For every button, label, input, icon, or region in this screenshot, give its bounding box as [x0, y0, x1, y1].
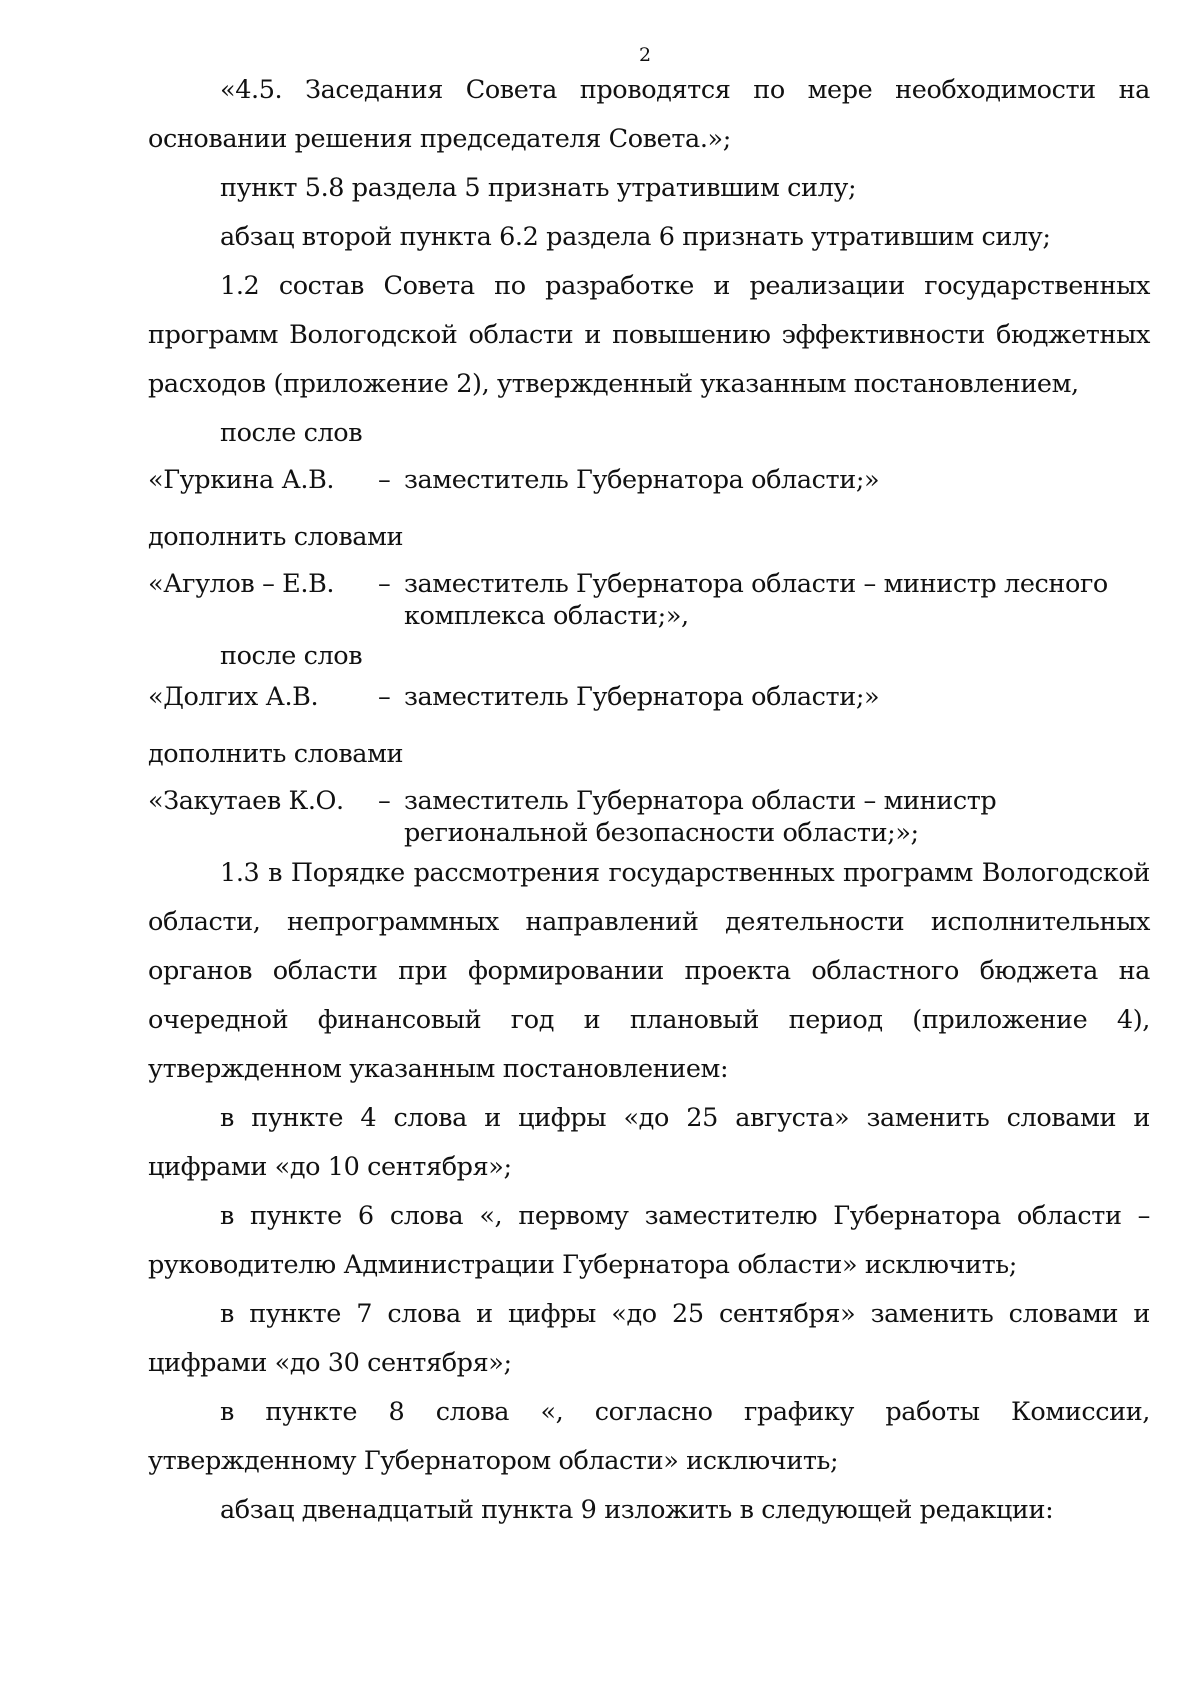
paragraph-council-meetings: «4.5. Заседания Совета проводятся по мере необходимости на основании решения председателя Совета.»; — [148, 75, 1150, 154]
member-entry — [148, 464, 1150, 496]
member-name: «Закутаев К.О. — [148, 786, 344, 816]
member-dash: – — [378, 786, 391, 816]
document-body — [148, 66, 1150, 1535]
member-entry — [148, 785, 1150, 849]
add-words-label: дополнить словами — [148, 739, 404, 769]
paragraph-item-5-8: пункт 5.8 раздела 5 признать утратившим силу; — [220, 173, 857, 203]
paragraph-item-9: абзац двенадцатый пункта 9 изложить в следующей редакции: — [220, 1495, 1054, 1525]
member-name: «Гуркина А.В. — [148, 465, 335, 495]
member-entry — [148, 681, 1150, 713]
paragraph-review-procedure: 1.3 в Порядке рассмотрения государственных программ Вологодской области, непрограммных направлений деятельности исполнительных органов области при формировании проекта областного бюджета на очередной финансовый год и плановый период (приложение 4), утвержденном указанным постановлением: — [148, 858, 1150, 1084]
member-name: «Агулов – Е.В. — [148, 569, 335, 599]
member-position: заместитель Губернатора области;» — [404, 465, 880, 495]
member-name: «Долгих А.В. — [148, 682, 319, 712]
paragraph-item-7: в пункте 7 слова и цифры «до 25 сентября» заменить словами и цифрами «до 30 сентября»; — [148, 1299, 1150, 1378]
page-number: 2 — [638, 44, 652, 66]
paragraph-item-4: в пункте 4 слова и цифры «до 25 августа» заменить словами и цифрами «до 10 сентября»; — [148, 1103, 1150, 1182]
member-position: заместитель Губернатора области – министр лесного комплекса области;», — [404, 569, 1108, 631]
after-words-label: после слов — [220, 418, 363, 448]
member-dash: – — [378, 682, 391, 712]
member-entry — [148, 568, 1150, 632]
add-words-label: дополнить словами — [148, 522, 404, 552]
paragraph-item-8: в пункте 8 слова «, согласно графику работы Комиссии, утвержденному Губернатором области» исключить; — [148, 1397, 1150, 1476]
paragraph-item-6-2: абзац второй пункта 6.2 раздела 6 признать утратившим силу; — [220, 222, 1051, 252]
member-dash: – — [378, 465, 391, 495]
member-position: заместитель Губернатора области;» — [404, 682, 880, 712]
paragraph-item-6: в пункте 6 слова «, первому заместителю Губернатора области – руководителю Администрации Губернатора области» исключить; — [148, 1201, 1150, 1280]
member-position: заместитель Губернатора области – министр региональной безопасности области;»; — [404, 786, 997, 848]
paragraph-council-composition: 1.2 состав Совета по разработке и реализации государственных программ Вологодской области и повышению эффективности бюджетных расходов (приложение 2), утвержденный указанным постановлением, — [148, 271, 1150, 399]
member-dash: – — [378, 569, 391, 599]
after-words-label: после слов — [220, 641, 363, 671]
